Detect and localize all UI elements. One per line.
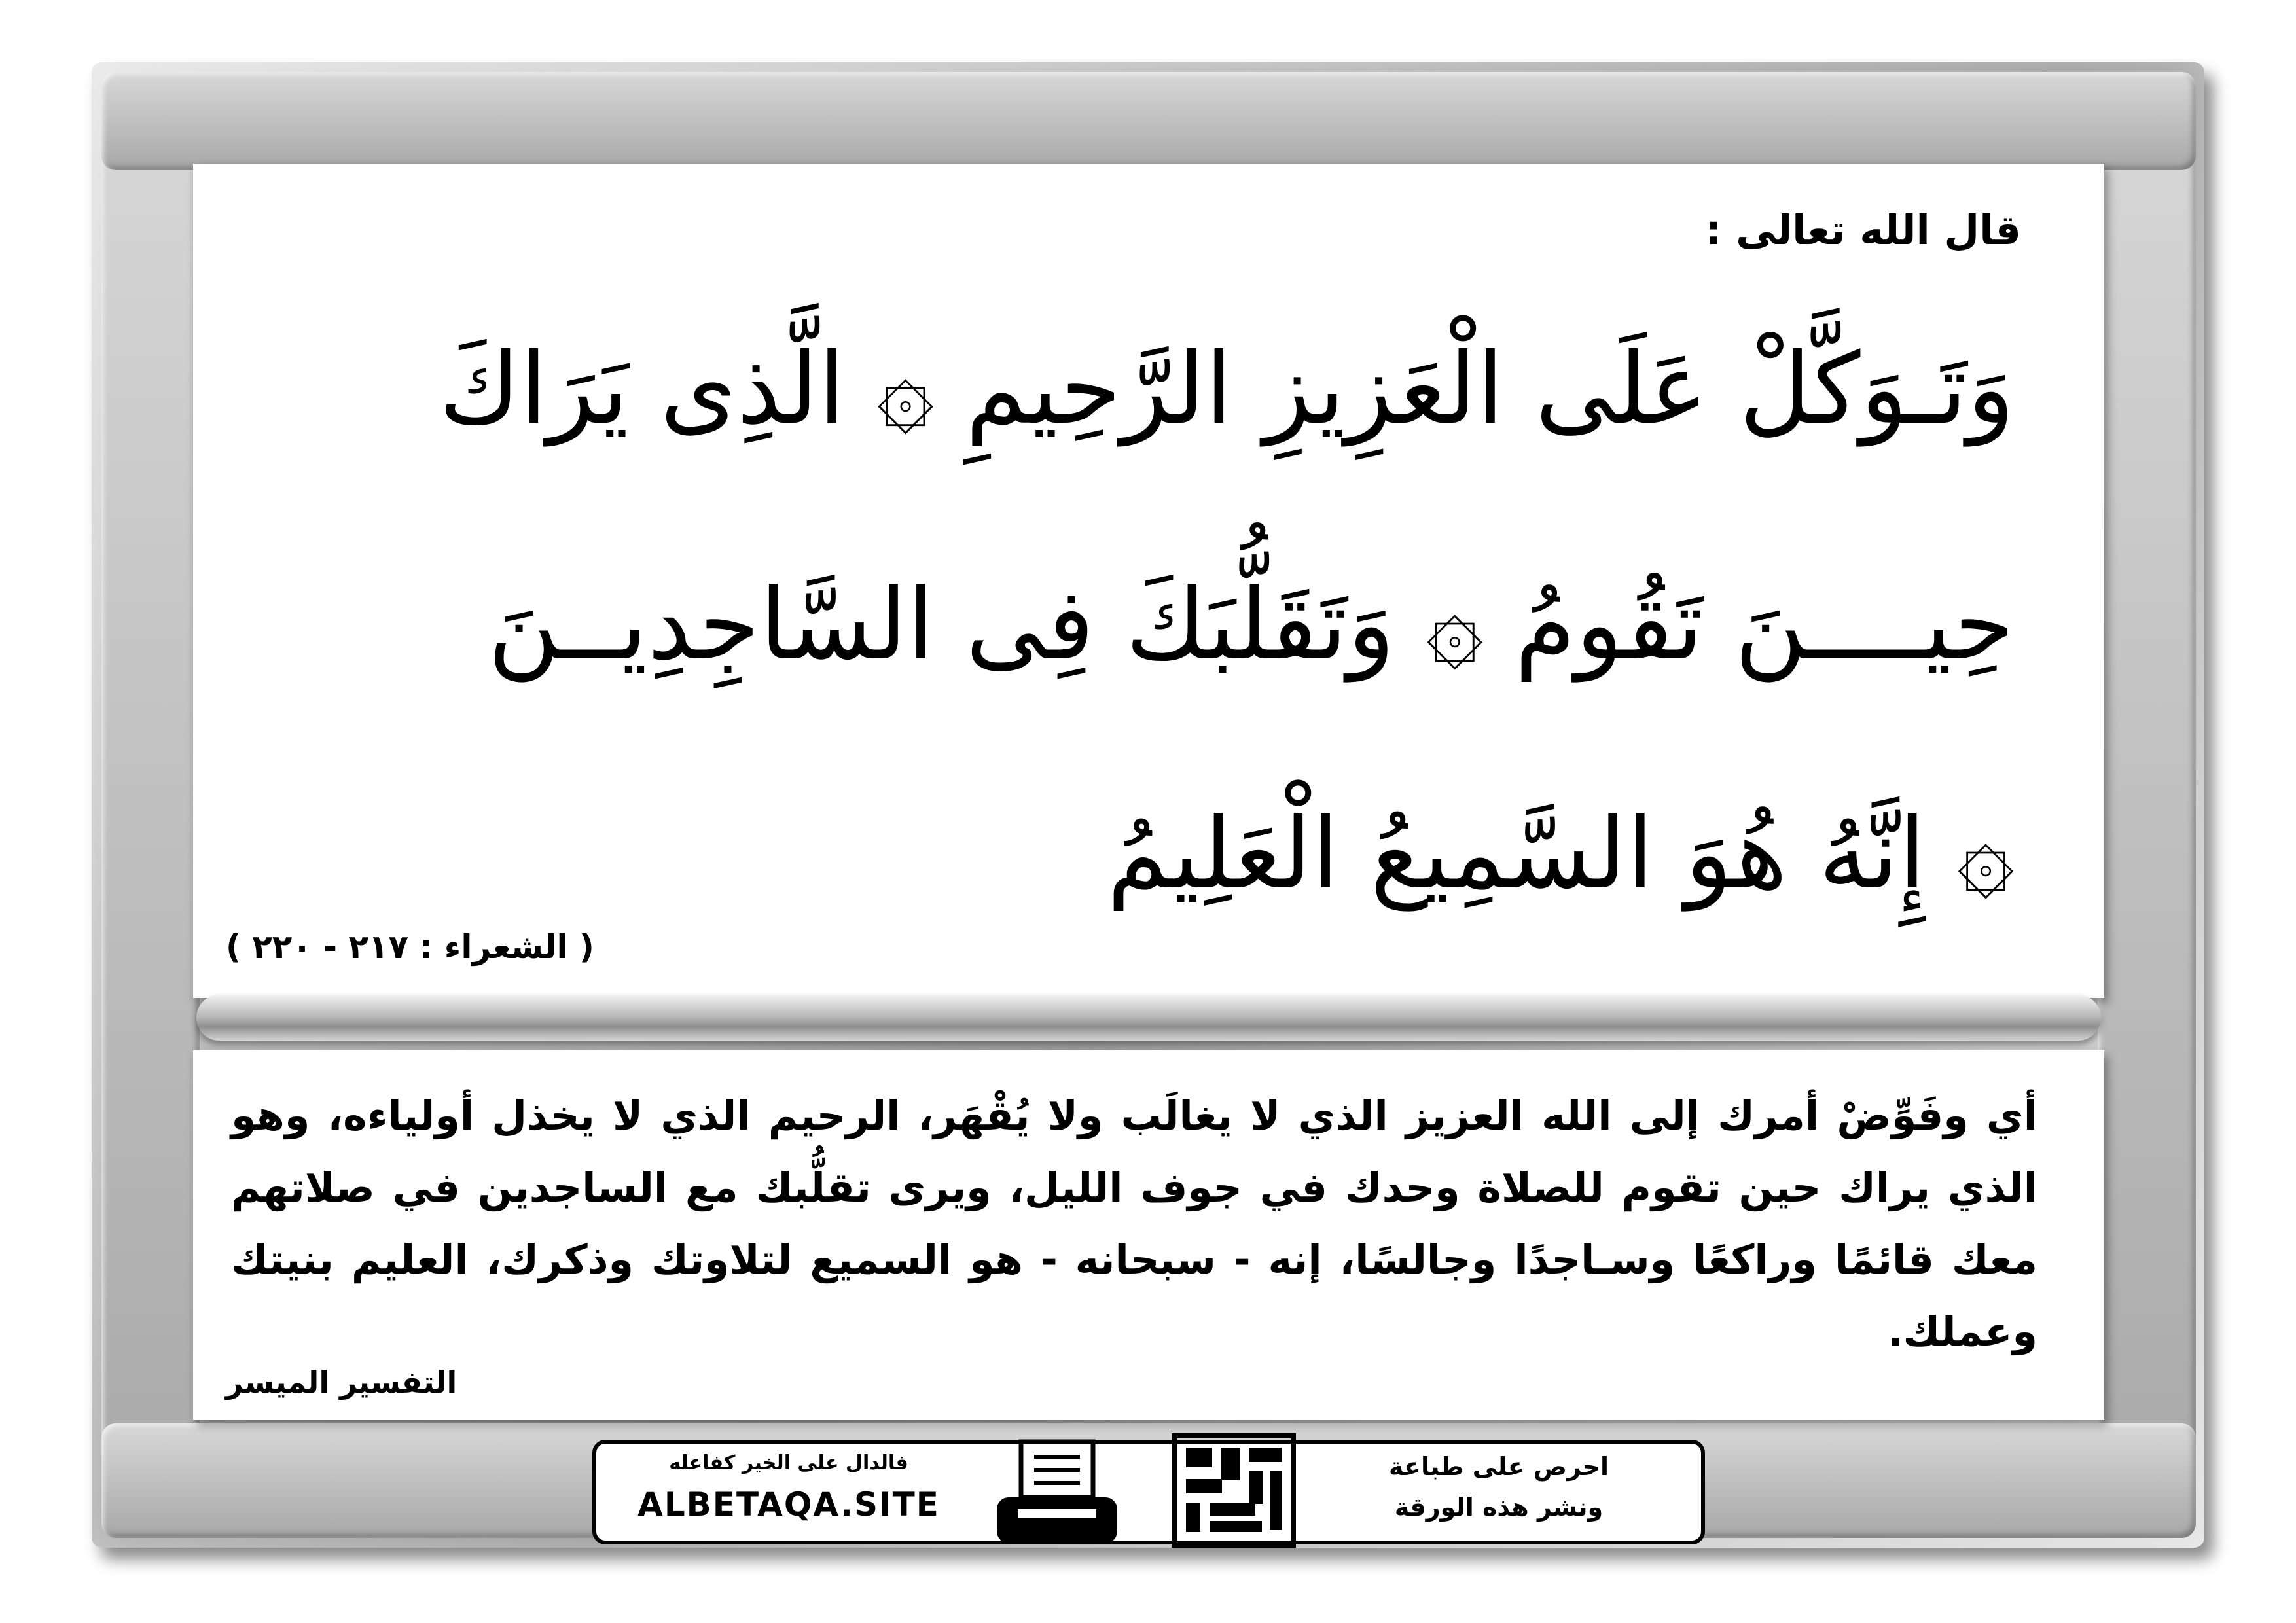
footer-motto: فالدال على الخير كفاعله: [669, 1452, 908, 1474]
footer-site-block: [592, 1440, 978, 1544]
footer-slogan-line1: احرص على طباعة: [1388, 1452, 1609, 1481]
printer-icon: [992, 1438, 1122, 1550]
tafsir-text: أي وفَوِّضْ أمرك إلى الله العزيز الذي لا يغالَب ولا يُقْهَر، الرحيم الذي لا يخذل أولياءه، وهو الذي يراك حين تقوم للصلاة وحدك في جوف الليل، ويرى تقلُّبك مع الساجدين في صلاتهم معك قائمًا وراكعًا وسـاجدًا وجالسًا، إنه - سبحانه - هو السميع لتلاوتك وذكرك، العليم بنيتك وعملك.: [231, 1092, 2037, 1355]
footer-slogan-line2: ونشر هذه الورقة: [1394, 1493, 1604, 1522]
verse-line-1: وَتَـوَكَّلْ عَلَى الْعَزِيزِ الرَّحِيمِ ۞ الَّذِى يَرَاكَ: [439, 332, 2015, 446]
tafsir-source: التفسير الميسر: [226, 1364, 457, 1400]
footer-site-link[interactable]: ALBETAQA.SITE: [637, 1486, 940, 1524]
intro-heading: قال الله تعالى :: [1705, 206, 2021, 254]
frame-bevel-top: [101, 72, 2196, 170]
verse-reference: ( الشعراء : ٢١٧ - ٢٢٠ ): [226, 928, 594, 966]
verse-line-2: حِيــــنَ تَقُومُ ۞ وَتَقَلُّبَكَ فِى السَّاجِدِيــنَ: [488, 568, 2015, 682]
verse-line-3: ۞ إِنَّهُ هُوَ السَّمِيعُ الْعَلِيمُ: [1107, 797, 2015, 911]
frame-bevel-left: [101, 72, 200, 1538]
footer-slogan: [1316, 1446, 1682, 1527]
daawa-logo: [1172, 1433, 1296, 1548]
divider-bar: [196, 995, 2101, 1041]
frame-bevel-right: [2098, 72, 2196, 1538]
